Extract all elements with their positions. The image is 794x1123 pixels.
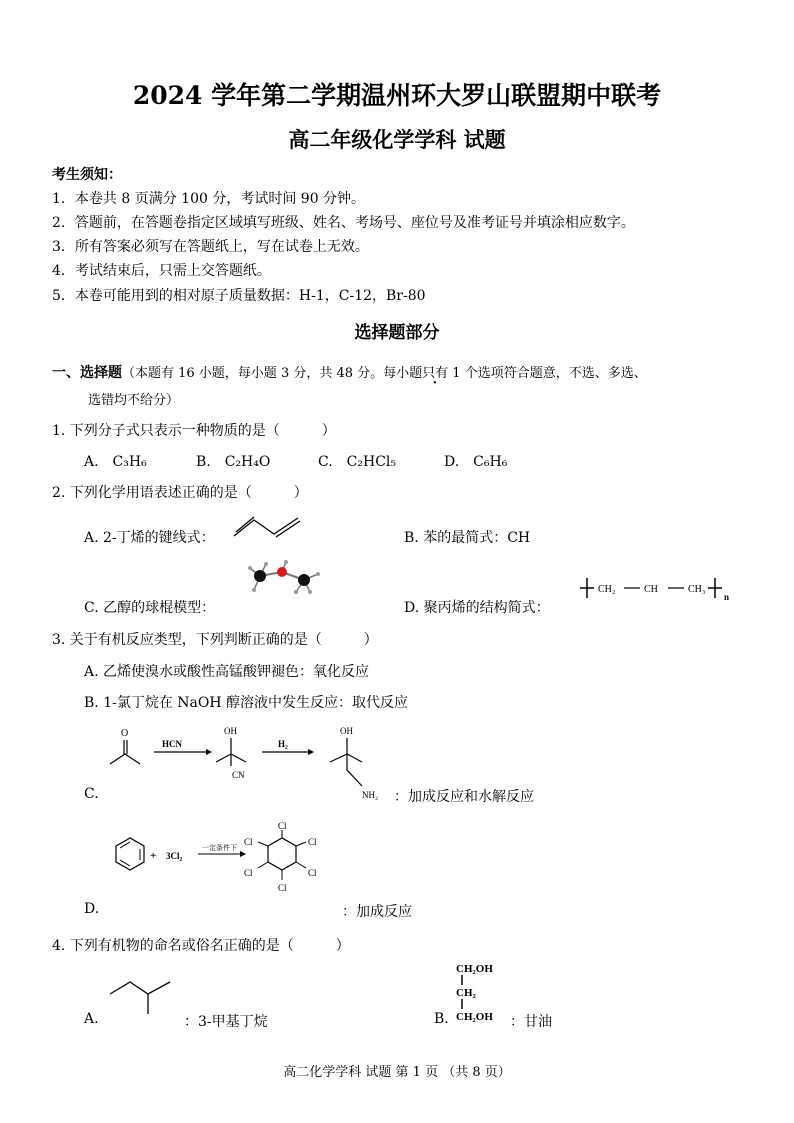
aminoalcohol-oh: OH (340, 726, 353, 736)
q4-option-b-text: ：甘油 (510, 1014, 552, 1030)
poly-ch: CH (644, 584, 658, 595)
q1-option-a: A. C₃H₆ (84, 454, 147, 470)
structure-line-2: CH₂ (456, 987, 476, 999)
q4-option-b-label: B. (434, 1011, 449, 1027)
notice-heading: 考生须知： (52, 167, 122, 183)
part1-instructions (52, 362, 752, 382)
poly-n: n (724, 592, 730, 602)
q3-option-d-text: ：加成反应 (342, 904, 412, 920)
part1-desc-a: （本题有 16 小题，每小题 3 分，共 48 分。每小题 (122, 366, 423, 381)
exam-subtitle: 高二年级化学学科 试题 (288, 127, 506, 152)
q3-option-d-label: D. (84, 901, 100, 917)
q3-option-b: B. 1-氯丁烷在 NaOH 醇溶液中发生反应：取代反应 (84, 695, 409, 711)
q2-option-a: A. 2-丁烯的键线式： (84, 530, 215, 546)
q1-stem: 1. 下列分子式只表示一种物质的是（ ） (52, 423, 336, 439)
plus-sign: + (150, 850, 157, 862)
benzene-chlorination-scheme (100, 820, 340, 910)
part1-desc-b: 1 个选项符合题意，不选、多选、 (448, 366, 647, 381)
cl-label: Cl (244, 868, 253, 878)
structure-line-1: CH₂OH (456, 963, 493, 975)
cl-label: Cl (278, 883, 287, 893)
cl-label: Cl (308, 837, 317, 847)
q4-stem: 4. 下列有机物的命名或俗名正确的是（ ） (52, 938, 350, 954)
q3-stem: 3. 关于有机反应类型，下列判断正确的是（ ） (52, 632, 378, 648)
part1-desc-emph: 只有 (422, 366, 449, 381)
cl-label: Cl (278, 821, 287, 831)
q1-option-b: B. C₂H₄O (196, 454, 271, 470)
part1-desc-c: 选错均不给分） (88, 393, 180, 408)
isopentane-skeletal-formula (104, 976, 184, 1018)
q3-option-c-text: ：加成反应和水解反应 (394, 789, 534, 805)
notice-item: 3．所有答案必须写在答题纸上，写在试卷上无效。 (52, 239, 369, 255)
poly-ch3: CH₃ (688, 584, 706, 595)
notice-item: 4．考试结束后，只需上交答题纸。 (52, 263, 271, 279)
notice-item: 1．本卷共 8 页满分 100 分，考试时间 90 分钟。 (52, 191, 366, 207)
notice-item: 5．本卷可能用到的相对原子质量数据：H-1，C-12，Br-80 (52, 288, 426, 304)
q3-option-c-label: C. (84, 786, 99, 802)
structure-line-3: CH₂OH (456, 1011, 493, 1023)
reaction-condition: 一定条件下 (202, 844, 237, 852)
q2-option-d: D. 聚丙烯的结构简式： (404, 600, 550, 616)
q1-option-c: C. C₂HCl₅ (318, 454, 396, 470)
q2-option-b: B. 苯的最简式：CH (404, 530, 531, 546)
q4-option-a-text: ：3-甲基丁烷 (184, 1014, 268, 1030)
poly-ch2: CH₂ (598, 584, 616, 595)
q2-stem: 2. 下列化学用语表述正确的是（ ） (52, 485, 308, 501)
cl-label: Cl (244, 837, 253, 847)
part1-heading: 一、选择题 (52, 365, 122, 381)
acetone-reaction-scheme (100, 722, 400, 814)
notice-item: 2．答题前，在答题卷指定区域填写班级、姓名、考场号、座位号及准考证号并填涂相应数字。 (52, 215, 635, 231)
q4-option-a-label: A. (84, 1011, 99, 1027)
exam-title: 2024 学年第二学期温州环大罗山联盟期中联考 (132, 81, 662, 110)
cyanohydrin-oh: OH (224, 726, 237, 736)
q3-option-a: A. 乙烯使溴水或酸性高锰酸钾褪色：氧化反应 (84, 664, 370, 680)
aminoalcohol-nh2: NH₂ (362, 790, 379, 800)
section-title: 选择题部分 (354, 323, 440, 343)
butene-skeletal-formula (230, 512, 310, 542)
q1-option-d: D. C₆H₆ (444, 454, 508, 470)
hcn-label: HCN (162, 739, 182, 749)
chlorine-reagent: 3Cl₂ (166, 851, 183, 861)
q2-option-c: C. 乙醇的球棍模型： (84, 600, 216, 616)
page-footer: 高二化学学科 试题 第 1 页 （共 8 页） (283, 1065, 511, 1080)
polypropylene-structure (576, 574, 766, 604)
h2-label: H₂ (278, 739, 288, 749)
cyanohydrin-cn: CN (232, 770, 245, 780)
cl-label: Cl (308, 868, 317, 878)
ethanol-ball-stick-model (240, 560, 330, 600)
acetone-o: O (121, 728, 129, 739)
